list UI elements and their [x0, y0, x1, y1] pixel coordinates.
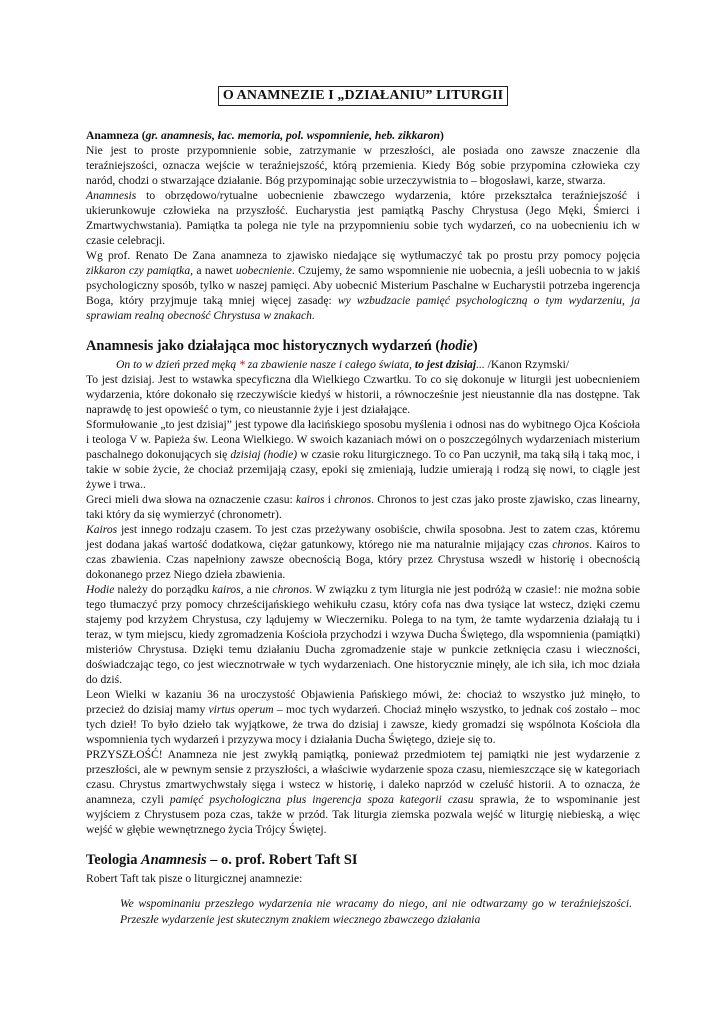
section-heading-anamnesis-hodie: Anamnesis jako działająca moc historycznych wydarzeń (hodie)	[86, 338, 478, 354]
section-heading-taft: Teologia Anamnesis – o. prof. Robert Taft SI	[86, 852, 358, 868]
document-page	[86, 86, 640, 928]
paragraph: Greci mieli dwa słowa na oznaczenie czasu: kairos i chronos. Chronos to jest czas jako proste zjawisko, czas linearny, taki który da się wymierzyć (chronometr).	[86, 493, 640, 521]
paragraph: Robert Taft tak pisze o liturgicznej anamnezie:	[86, 872, 303, 885]
paragraph: PRZYSZŁOŚĆ! Anamneza nie jest zwykłą pamiątką, ponieważ przedmiotem tej pamiątki nie jest wydarzenie z przeszłości, ale w pewnym sensie z przyszłości, a właściwie wydarzenie spoza czasu, niemieszczące się w kategoriach czasu. Chrystus zmartwychwstały sięga i wstecz w historię, i daleko naprzód w czeluść historii. A to oznacza, że anamneza, czyli pamięć psychologiczna plus ingerencja spoza kategorii czasu sprawia, że to wspominanie jest wyjściem z Chrystusem poza czas, także w przód. Tak liturgia ziemska pozwala wejść w liturgię niebieską, a więc wejść w głębie wewnętrznego życia Trójcy Świętej.	[86, 748, 640, 836]
paragraph: Kairos jest innego rodzaju czasem. To jest czas przeżywany osobiście, chwila sposobna. Jest to zatem czas, któremu jest dodana jakaś wartość dodatkowa, ciężar gatunkowy, którego nie ma naturalnie mijający czas chronos. Kairos to czas zbawienia. Czas napełniony zawsze obecnością Boga, który przez Chrystusa wszedł w historię i obecnością dokonanego przez Niego dzieła zbawienia.	[86, 523, 640, 581]
canon-quote: On to w dzień przed męką * za zbawienie nasze i całego świata, to jest dzisiaj... /Kanon Rzymski/	[116, 358, 570, 371]
document-title-wrap	[86, 86, 640, 106]
paragraph: Leon Wielki w kazaniu 36 na uroczystość Objawienia Pańskiego mówi, że: chociaż to wszystko już minęło, to przecież do dzisiaj mamy virtus operum – moc tych wydarzeń. Chociaż minęło wszystko, to jednak coś zostało – moc tych dzieł! To było dzieło tak wyjątkowe, że trwa do dzisiaj i zawsze, kiedy gromadzi się wspólnota Kościoła dla wspomnienia tych wydarzeń i przyzywa mocy i działania Ducha Świętego, dzieje się to.	[86, 688, 640, 746]
anamneza-definition-heading: Anamneza (gr. anamnesis, łac. memoria, pol. wspomnienie, heb. zikkaron)	[86, 129, 444, 142]
taft-quote: We wspominaniu przeszłego wydarzenia nie wracamy do niego, ani nie odtwarzamy go w teraźniejszości. Przeszłe wydarzenie jest skutecznym znakiem wiecznego zbawczego działania	[120, 897, 632, 926]
document-title: O ANAMNEZIE I „DZIAŁANIU” LITURGII	[218, 86, 508, 106]
paragraph: Wg prof. Renato De Zana anamneza to zjawisko niedające się wytłumaczyć tak po prostu przy pomocy pojęcia zikkaron czy pamiątka, a nawet uobecnienie. Czujemy, że samo wspomnienie nie uobecnia, a jeśli uobecnia to w jakiś psychologiczny sposób, tylko w naszej pamięci. Aby uobecnić Misterium Paschalne w Eucharystii potrzeba ingerencja Boga, który przyjmuje taką mniej więcej zasadę: wy wzbudzacie pamięć psychologiczną o tym wydarzeniu, ja sprawiam realną obecność Chrystusa w znakach.	[86, 249, 640, 322]
paragraph: Anamnesis to obrzędowo/rytualne uobecnienie zbawczego wydarzenia, które przekształca teraźniejszość i ukierunkowuje człowieka na przyszłość. Eucharystia jest pamiątką Paschy Chrystusa (Jego Męki, Śmierci i Zmartwychwstania). Pamiątka ta polega nie tyle na przypomnieniu sobie tych wydarzeń, co na uobecnieniu ich w czasie celebracji.	[86, 189, 640, 247]
paragraph: Nie jest to proste przypomnienie sobie, zatrzymanie w przeszłości, ale posiada ono zawsze znaczenie dla teraźniejszości, oznacza wejście w teraźniejszość, którą przemienia. Kiedy Bóg sobie przypomina człowieka czy naród, chodzi o stwarzające działanie. Bóg przypominając sobie urzeczywistnia to – błogosławi, karze, stwarza.	[86, 144, 640, 187]
paragraph: To jest dzisiaj. Jest to wstawka specyficzna dla Wielkiego Czwartku. To co się dokonuje w liturgii jest uobecnieniem wydarzenia, które dokonało się rzeczywiście kiedyś w historii, a równocześnie jest nieustannie dla nas dostępne. Tak naprawdę to jest opowieść o tym, co nieustannie żyje i jest działające.	[86, 373, 640, 416]
paragraph: Sformułowanie „to jest dzisiaj” jest typowe dla łacińskiego sposobu myślenia i odnosi nas do wybitnego Ojca Kościoła i teologa V w. Papieża św. Leona Wielkiego. W swoich kazaniach mówi on o poszczególnych wydarzeniach misterium paschalnego dokonujących się dzisiaj (hodie) w czasie roku liturgicznego. To co Pan uczynił, ma taką siłą i taką moc, i takie w sobie życie, że chociaż przemijają czasy, epoki się zmieniają, ludzie umierają i rodzą się nowi, to ciągle jest żywe i trwa..	[86, 418, 640, 491]
paragraph: Hodie należy do porządku kairos, a nie chronos. W związku z tym liturgia nie jest podróżą w czasie!: nie można sobie tego tłumaczyć przy pomocy chrześcijańskiego wehikułu czasu, który cofa nas dwa tysiące lat wstecz, dzięki czemu stajemy pod krzyżem Chrystusa, czy lądujemy w Wieczerniku. Polega to na tym, że tamte wydarzenia działają tu i teraz, w tym miejscu, kiedy zgromadzenia Kościoła przychodzi i wzywa Ducha Świętego, dla wspomnienia (pamiątki) misteriów Chrystusa. Dzięki temu działaniu Ducha zgromadzenie staje w punkcie zetknięcia czasu i wieczności, doświadczając tego, co jest wiecznotrwałe w tych wydarzeniach. One historycznie minęły, ale ich siła, ich moc działa do dziś.	[86, 583, 641, 686]
